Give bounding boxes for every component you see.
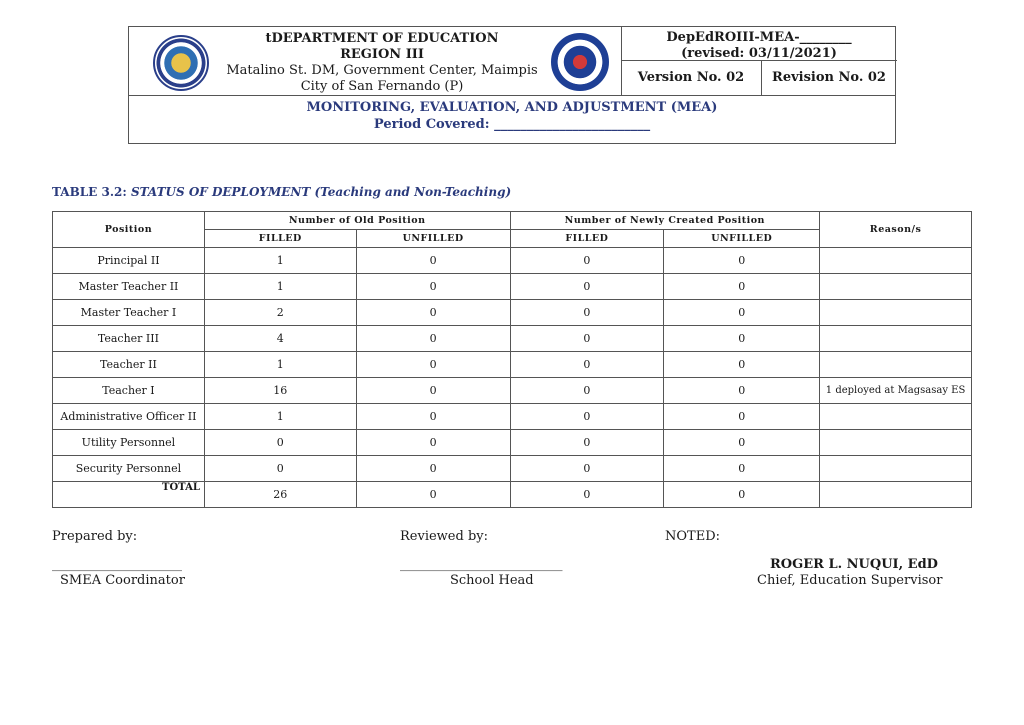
cell-new-unfilled: 0 — [664, 456, 820, 482]
cell-new-unfilled: 0 — [664, 404, 820, 430]
cell-old-filled: 4 — [204, 326, 356, 352]
total-old-unfilled: 0 — [356, 482, 510, 508]
noted-name: ROGER L. NUQUI, EdD — [770, 557, 938, 572]
department-name: tDEPARTMENT OF EDUCATION — [265, 31, 499, 46]
divider — [129, 95, 895, 96]
cell-reason — [820, 430, 972, 456]
total-label: TOTAL — [53, 482, 205, 508]
header-position: Position — [53, 212, 205, 248]
mea-title: MONITORING, EVALUATION, AND ADJUSTMENT (MEA) — [306, 100, 718, 115]
total-new-unfilled: 0 — [664, 482, 820, 508]
cell-old-filled: 2 — [204, 300, 356, 326]
version-number: Version No. 02 — [637, 70, 745, 85]
total-old-filled: 26 — [204, 482, 356, 508]
table-row — [53, 430, 972, 456]
reviewed-by-label: Reviewed by: — [400, 529, 488, 544]
document-header — [128, 26, 896, 144]
region-name: REGION III — [340, 47, 424, 62]
cell-old-unfilled: 0 — [356, 378, 510, 404]
cell-old-filled: 1 — [204, 404, 356, 430]
cell-new-filled: 0 — [510, 352, 664, 378]
cell-reason — [820, 300, 972, 326]
table-row — [53, 456, 972, 482]
cell-reason — [820, 456, 972, 482]
subheader-old-filled: FILLED — [204, 230, 356, 248]
total-reason — [820, 482, 972, 508]
subheader-old-unfilled: UNFILLED — [356, 230, 510, 248]
subheader-new-unfilled: UNFILLED — [664, 230, 820, 248]
cell-new-filled: 0 — [510, 300, 664, 326]
cell-old-unfilled: 0 — [356, 248, 510, 274]
address-line-1: Matalino St. DM, Government Center, Maimpis — [226, 63, 538, 78]
cell-position: Security Personnel — [53, 456, 205, 482]
cell-new-unfilled: 0 — [664, 300, 820, 326]
total-row — [53, 482, 972, 508]
cell-position: Master Teacher II — [53, 274, 205, 300]
header-old-position: Number of Old Position — [204, 212, 510, 230]
cell-new-filled: 0 — [510, 378, 664, 404]
cell-reason — [820, 352, 972, 378]
cell-new-unfilled: 0 — [664, 326, 820, 352]
cell-new-filled: 0 — [510, 326, 664, 352]
cell-new-filled: 0 — [510, 274, 664, 300]
cell-new-unfilled: 0 — [664, 378, 820, 404]
cell-reason — [820, 326, 972, 352]
cell-position: Master Teacher I — [53, 300, 205, 326]
noted-label: NOTED: — [665, 529, 720, 544]
cell-old-unfilled: 0 — [356, 430, 510, 456]
cell-position: Teacher II — [53, 352, 205, 378]
cell-old-unfilled: 0 — [356, 456, 510, 482]
cell-old-unfilled: 0 — [356, 274, 510, 300]
table-row — [53, 404, 972, 430]
total-new-filled: 0 — [510, 482, 664, 508]
cell-old-unfilled: 0 — [356, 404, 510, 430]
address-line-2: City of San Fernando (P) — [300, 79, 464, 94]
table-row — [53, 300, 972, 326]
cell-old-filled: 1 — [204, 352, 356, 378]
reviewed-signature-line: _________________________ — [400, 557, 563, 572]
cell-position: Teacher III — [53, 326, 205, 352]
cell-old-filled: 1 — [204, 274, 356, 300]
table-header-row — [53, 212, 972, 230]
table-row — [53, 326, 972, 352]
table-row — [53, 248, 972, 274]
deployment-table — [52, 211, 972, 508]
revision-number: Revision No. 02 — [772, 70, 886, 85]
cell-position: Utility Personnel — [53, 430, 205, 456]
table-title-main: STATUS OF DEPLOYMENT (Teaching and Non-Teaching) — [130, 185, 512, 199]
cell-new-filled: 0 — [510, 404, 664, 430]
header-reason: Reason/s — [820, 212, 972, 248]
prepared-by-label: Prepared by: — [52, 529, 138, 544]
table-title-prefix: TABLE 3.2: — [52, 185, 131, 199]
cell-new-filled: 0 — [510, 456, 664, 482]
mea-block — [129, 99, 895, 133]
cell-new-filled: 0 — [510, 430, 664, 456]
cell-old-unfilled: 0 — [356, 352, 510, 378]
period-covered: Period Covered: ________________________ — [373, 117, 651, 132]
cell-new-filled: 0 — [510, 248, 664, 274]
cell-new-unfilled: 0 — [664, 430, 820, 456]
cell-position: Administrative Officer II — [53, 404, 205, 430]
cell-reason — [820, 404, 972, 430]
table-row — [53, 378, 972, 404]
cell-position: Teacher I — [53, 378, 205, 404]
deped-seal-icon — [551, 33, 609, 91]
department-block — [219, 31, 545, 95]
cell-old-filled: 0 — [204, 430, 356, 456]
school-seal-icon — [153, 35, 209, 91]
header-new-position: Number of Newly Created Position — [510, 212, 820, 230]
cell-reason: 1 deployed at Magsasay ES — [820, 378, 972, 404]
cell-new-unfilled: 0 — [664, 248, 820, 274]
doc-code-block — [621, 30, 897, 62]
subheader-new-filled: FILLED — [510, 230, 664, 248]
cell-position: Principal II — [53, 248, 205, 274]
cell-old-filled: 16 — [204, 378, 356, 404]
table-row — [53, 274, 972, 300]
cell-old-unfilled: 0 — [356, 300, 510, 326]
cell-reason — [820, 274, 972, 300]
table-row — [53, 352, 972, 378]
revised-date: (revised: 03/11/2021) — [681, 46, 837, 61]
table-title — [52, 185, 511, 199]
doc-code: DepEdROIII-MEA-________ — [666, 30, 852, 45]
cell-reason — [820, 248, 972, 274]
reviewed-title: School Head — [450, 573, 534, 588]
cell-old-filled: 0 — [204, 456, 356, 482]
cell-old-unfilled: 0 — [356, 326, 510, 352]
cell-new-unfilled: 0 — [664, 274, 820, 300]
cell-old-filled: 1 — [204, 248, 356, 274]
prepared-signature-line: ____________________ — [52, 557, 182, 572]
cell-new-unfilled: 0 — [664, 352, 820, 378]
prepared-title: SMEA Coordinator — [60, 573, 185, 588]
noted-title: Chief, Education Supervisor — [757, 573, 943, 588]
